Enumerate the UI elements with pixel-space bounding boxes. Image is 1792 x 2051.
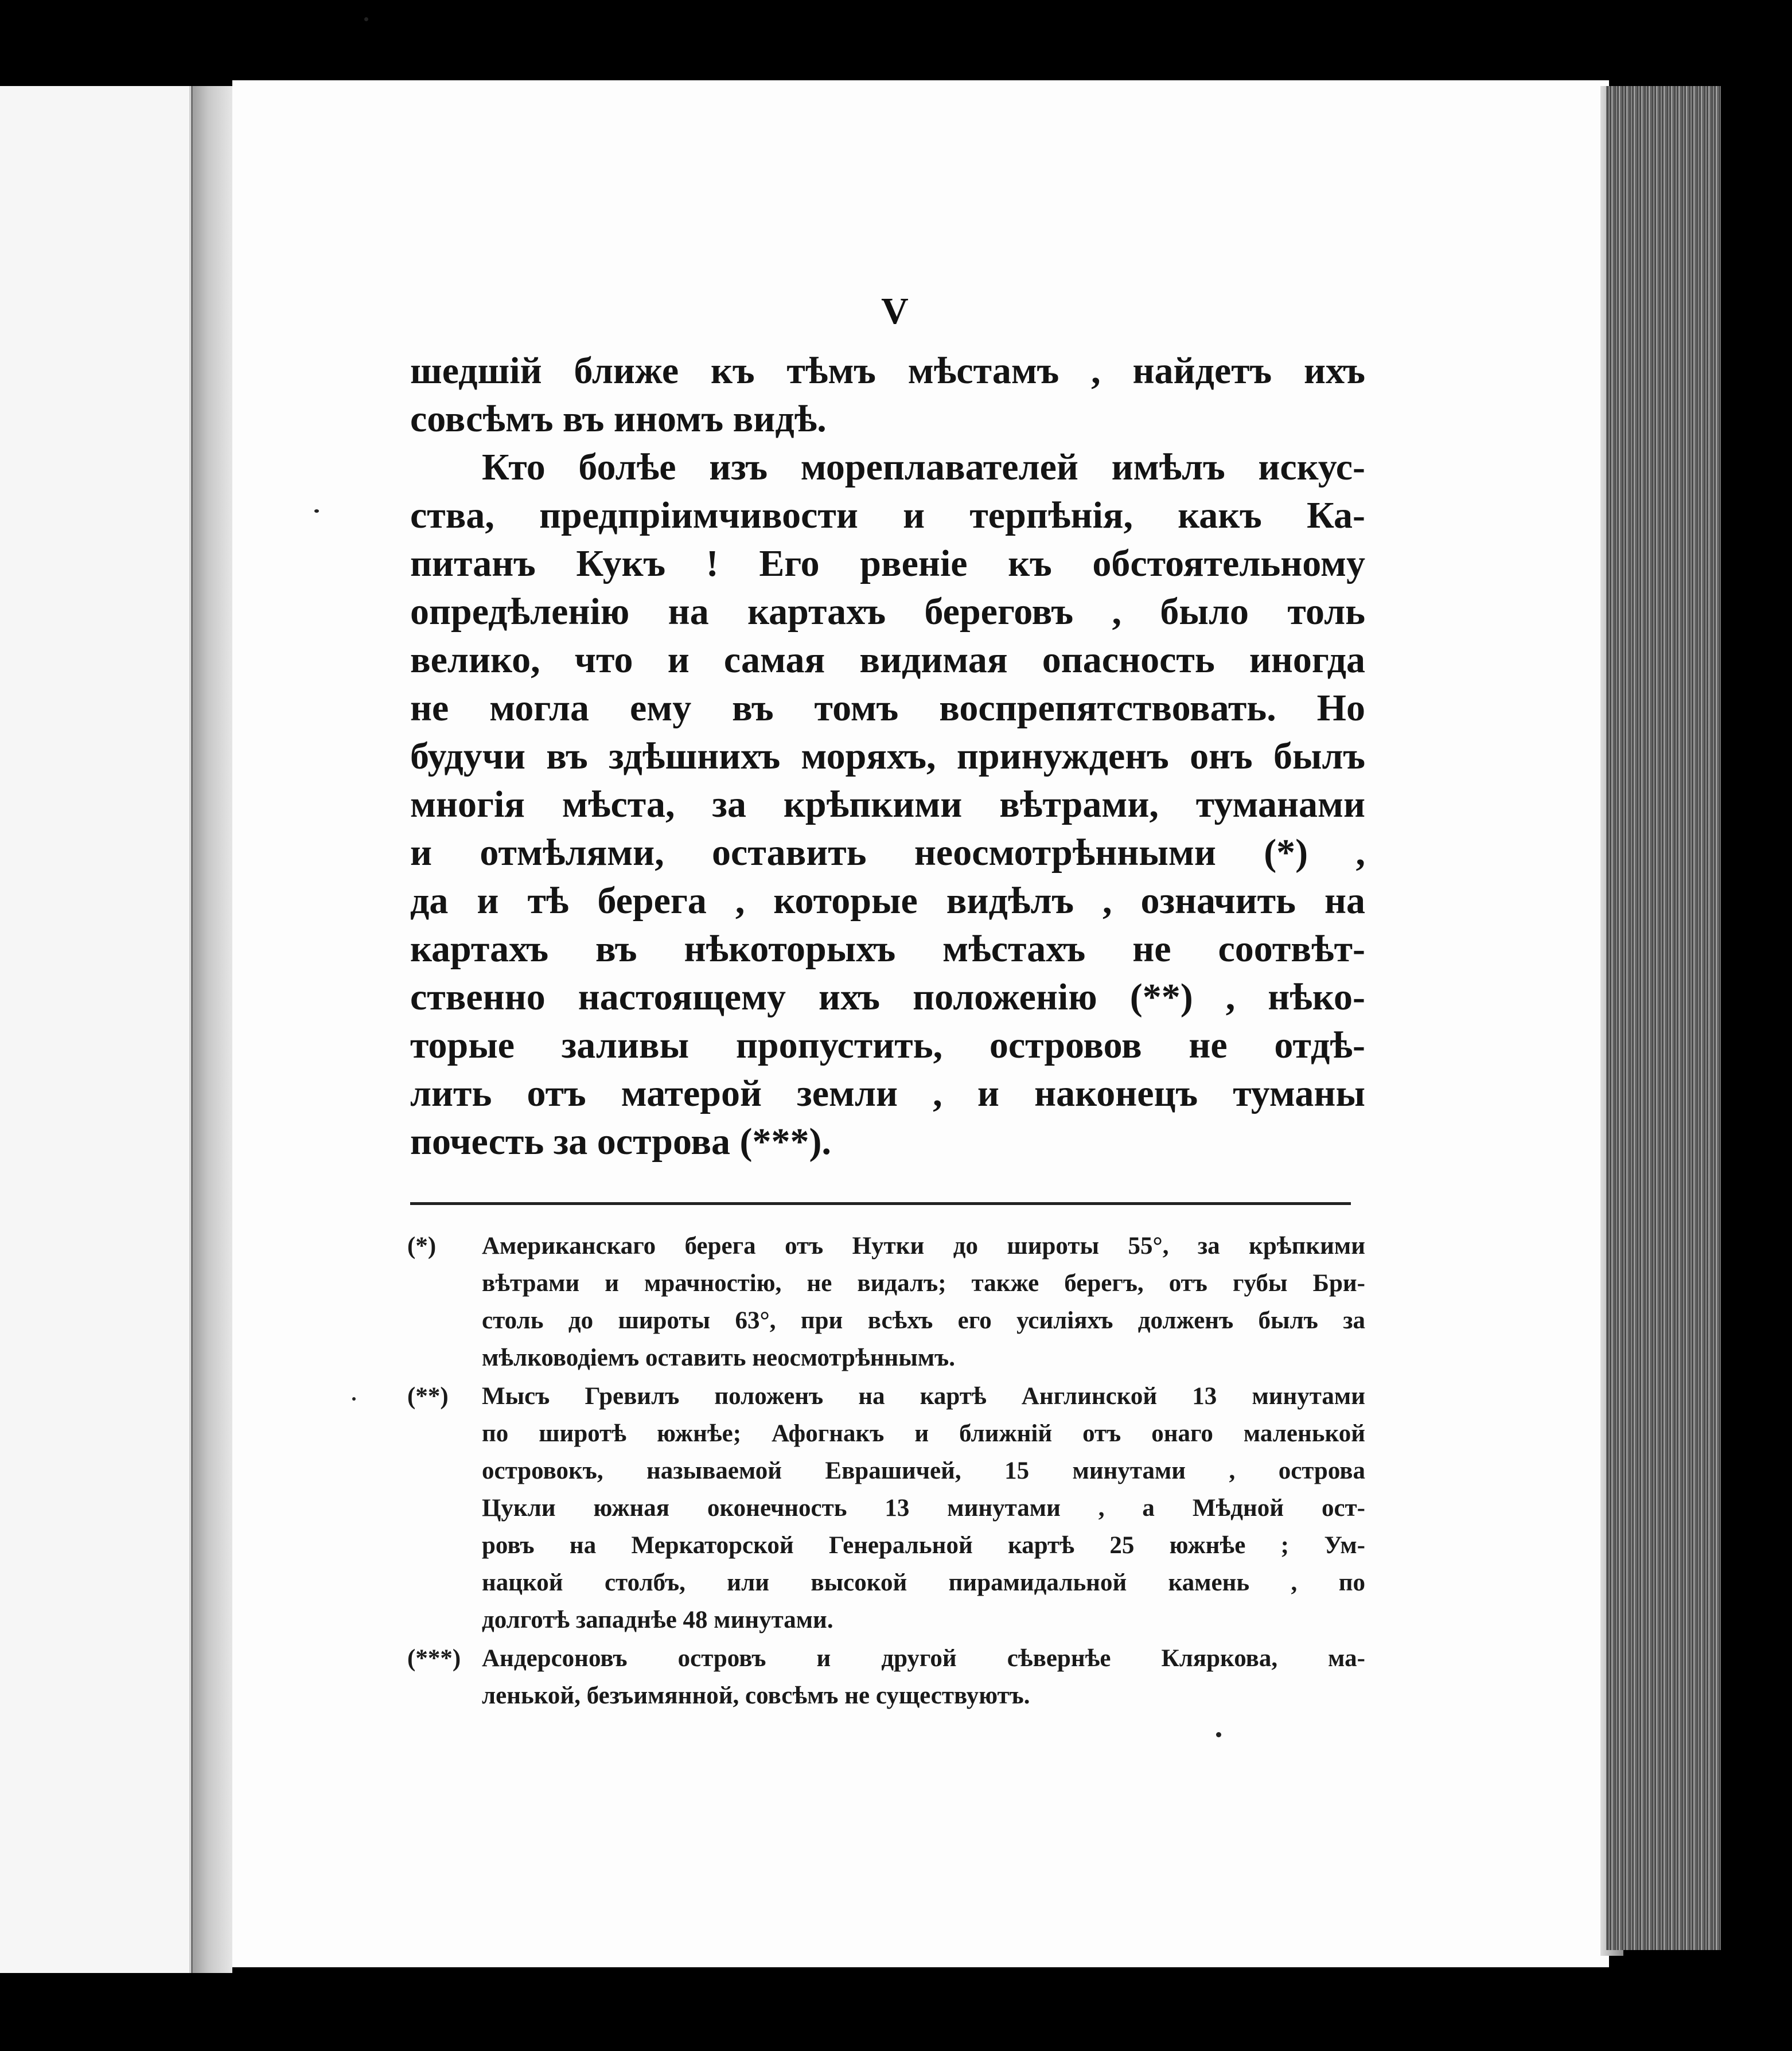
print-speck: [314, 509, 319, 513]
text-line: ственно настоящему ихъ положенію (**) , нѣко-: [410, 976, 1365, 1018]
text-line: торые заливы пропустить, островов не отдѣ-: [410, 1024, 1365, 1066]
footnote-1: [407, 1227, 1365, 1377]
main-text: [410, 347, 1365, 1166]
text-line: и отмѣлями, оставить неосмотрѣнными (*) ,: [410, 832, 1365, 874]
print-speck: [1216, 1732, 1221, 1737]
facing-page-edge: [0, 86, 192, 1973]
footnote-line: вѣтрами и мрачностію, не видалъ; также берегъ, отъ губы Бри-: [482, 1270, 1365, 1297]
footnote-line: столь до широты 63°, при всѣхъ его усиліяхъ долженъ былъ за: [482, 1307, 1365, 1334]
text-line: картахъ въ нѣкоторыхъ мѣстахъ не соотвѣт-: [410, 928, 1365, 970]
footnote-marker: (***): [407, 1645, 461, 1672]
text-line: опредѣленію на картахъ береговъ , было толь: [410, 591, 1365, 633]
text-line: ства, предпріимчивости и терпѣнія, какъ Ка-: [410, 494, 1365, 536]
print-speck: [352, 1397, 356, 1401]
text-line: лить отъ матерой земли , и наконецъ туманы: [410, 1073, 1365, 1114]
footnote-line: Мысъ Гревилъ положенъ на картѣ Англинской 13 минутами: [482, 1383, 1365, 1410]
print-speck: [364, 17, 368, 21]
page-number: V: [881, 290, 909, 332]
text-line: многія мѣста, за крѣпкими вѣтрами, туманами: [410, 783, 1365, 825]
footnote-marker: (**): [407, 1383, 449, 1410]
footnote-marker: (*): [407, 1233, 437, 1260]
footnote-line: островокъ, называемой Еврашичей, 15 минутами , острова: [482, 1457, 1365, 1484]
book-gutter: [192, 86, 232, 1973]
text-line: да и тѣ берега , которые видѣлъ , означить на: [410, 880, 1365, 922]
footnote-rule: [410, 1202, 1351, 1205]
text-line: совсѣмъ въ иномъ видѣ.: [410, 398, 827, 440]
text-line: Кто болѣе изъ мореплавателей имѣлъ искус-: [482, 446, 1365, 488]
footnote-line: Американскаго берега отъ Нутки до широты 55°, за крѣпкими: [482, 1233, 1365, 1260]
text-line: почесть за острова (***).: [410, 1121, 831, 1163]
text-line: будучи въ здѣшнихъ моряхъ, принужденъ онъ былъ: [410, 735, 1365, 777]
text-line: шедшій ближе къ тѣмъ мѣстамъ , найдетъ ихъ: [410, 350, 1365, 392]
footnotes: [407, 1227, 1365, 1715]
footnote-line: нацкой столбъ, или высокой пирамидальной камень , по: [482, 1569, 1365, 1596]
footnote-line: ровъ на Меркаторской Генеральной картѣ 25 южнѣе ; Ум-: [482, 1532, 1365, 1559]
footnote-3: [407, 1640, 1365, 1714]
footnote-2: [407, 1378, 1365, 1639]
footnote-line: Андерсоновъ островъ и другой сѣвернѣе Кляркова, ма-: [482, 1645, 1365, 1672]
footnote-line: долготѣ западнѣе 48 минутами.: [482, 1607, 833, 1633]
page-stack-edges: [1606, 86, 1721, 1950]
footnote-line: по широтѣ южнѣе; Афогнакъ и ближній отъ онаго маленькой: [482, 1420, 1365, 1447]
paragraph-2: [410, 443, 1365, 1166]
footnote-line: мѣлководіемъ оставить неосмотрѣннымъ.: [482, 1344, 955, 1371]
paragraph-1: [410, 347, 1365, 443]
text-line: велико, что и самая видимая опасность иногда: [410, 639, 1365, 681]
text-line: не могла ему въ томъ воспрепятствовать. Но: [410, 687, 1365, 729]
footnote-line: ленькой, безъимянной, совсѣмъ не существуютъ.: [482, 1682, 1030, 1709]
text-line: питанъ Кукъ ! Его рвеніе къ обстоятельному: [410, 543, 1365, 584]
footnote-line: Цукли южная оконечность 13 минутами , а Мѣдной ост-: [482, 1495, 1365, 1522]
